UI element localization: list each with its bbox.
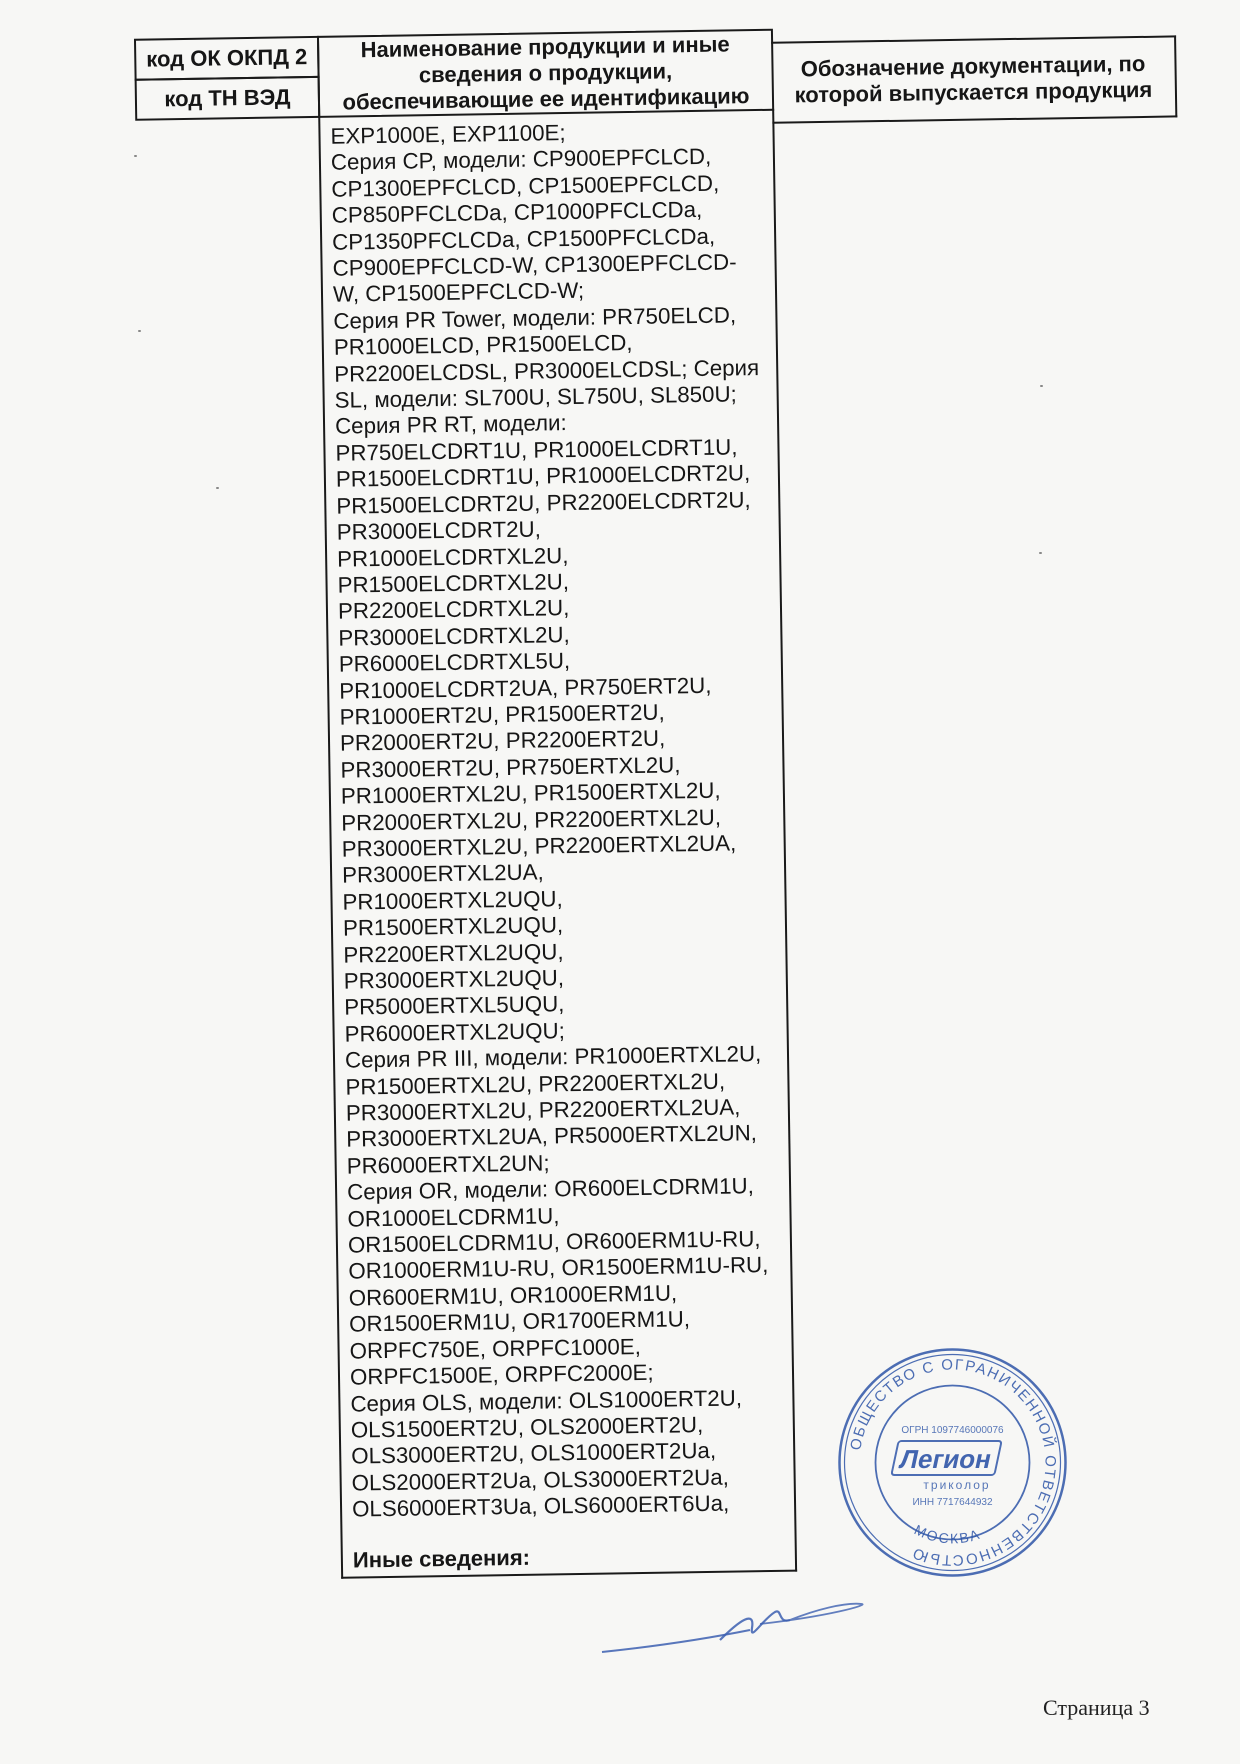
handwritten-signature (600, 1590, 870, 1670)
scan-speck (1039, 552, 1042, 554)
seal-ring-text: ОБЩЕСТВО С ОГРАНИЧЕННОЙ ОТВЕТСТВЕННОСТЬЮ (847, 1356, 1059, 1569)
product-list-text: EXP1000E, EXP1100E; Серия CP, модели: CP900EPFCLCD, CP1300EPFCLCD, CP1500EPFCLCD, CP850PFCLCDa, CP1000PFCLCDa, CP1350PFCLCDa, CP1500PFCLCDa, CP900EPFCLCD-W, CP1300EPFCLCD- W, CP1500EPFCLCD-W; Серия PR Tower, модели: PR750ELCD, PR1000ELCD, PR1500ELCD, PR2200ELCDSL, PR3000ELCDSL; Серия SL, модели: SL700U, SL750U, SL850U; Серия PR RT, модели: PR750ELCDRT1U, PR1000ELCDRT1U, PR1500ELCDRT1U, PR1000ELCDRT2U, PR1500ELCDRT2U, PR2200ELCDRT2U, PR3000ELCDRT2U, PR1000ELCDRTXL2U, PR1500ELCDRTXL2U, PR2200ELCDRTXL2U, PR3000ELCDRTXL2U, PR6000ELCDRTXL5U, PR1000ELCDRT2UA, PR750ERT2U, PR1000ERT2U, PR1500ERT2U, PR2000ERT2U, PR2200ERT2U, PR3000ERT2U, PR750ERTXL2U, PR1000ERTXL2U, PR1500ERTXL2U, PR2000ERTXL2U, PR2200ERTXL2U, PR3000ERTXL2U, PR2200ERTXL2UA, PR3000ERTXL2UA, PR1000ERTXL2UQU, PR1500ERTXL2UQU, PR2200ERTXL2UQU, PR3000ERTXL2UQU, PR5000ERTXL5UQU, PR6000ERTXL2UQU; Серия PR III, модели: PR1000ERTXL2U, PR1500ERTXL2U, PR2200ERTXL2U, PR3000ERTXL2U, PR2200ERTXL2UA, PR3000ERTXL2UA, PR5000ERTXL2UN, PR6000ERTXL2UN; Серия OR, модели: OR600ELCDRM1U, OR1000ELCDRM1U, OR1500ELCDRM1U, OR600ERM1U-RU, OR1000ERM1U-RU, OR1500ERM1U-RU, OR600ERM1U, OR1000ERM1U, OR1500ERM1U, OR1700ERM1U, ORPFC750E, ORPFC1000E, ORPFC1500E, ORPFC2000E; Серия OLS, модели: OLS1000ERT2U, OLS1500ERT2U, OLS2000ERT2U, OLS3000ERT2U, OLS1000ERT2Ua, OLS2000ERT2Ua, OLS3000ERT2Ua, OLS6000ERT3Ua, OLS6000ERT6Ua, (330, 120, 769, 1522)
seal-brand-sub: триколор (923, 1478, 991, 1492)
okpd-code-header: код ОК ОКПД 2 (134, 36, 320, 81)
page-number: Страница 3 (1043, 1695, 1150, 1720)
seal-brand: Легион (897, 1444, 995, 1474)
scan-speck (134, 155, 137, 157)
product-name-header-text: Наименование продукции и иные сведения о продукции, обеспечивающие ее идентификацию (342, 31, 750, 115)
product-list-cell (318, 109, 797, 1579)
scan-speck (138, 330, 141, 332)
tnved-code-header: код ТН ВЭД (135, 76, 321, 121)
scan-speck (1040, 385, 1043, 387)
scan-speck (216, 487, 219, 489)
seal-ogrn: ОГРН 1097746000076 (901, 1425, 1004, 1436)
seal-inn: ИНН 7717644932 (912, 1497, 993, 1508)
seal-city-text: МОСКВА (911, 1521, 983, 1547)
svg-text:МОСКВА (912, 1521, 983, 1546)
documentation-header-text: Обозначение документации, по которой выпускается продукция (794, 50, 1153, 108)
product-name-header (317, 29, 774, 118)
documentation-header (771, 35, 1177, 123)
company-seal-stamp (835, 1345, 1070, 1580)
other-info-label: Иные сведения: (352, 1544, 531, 1573)
